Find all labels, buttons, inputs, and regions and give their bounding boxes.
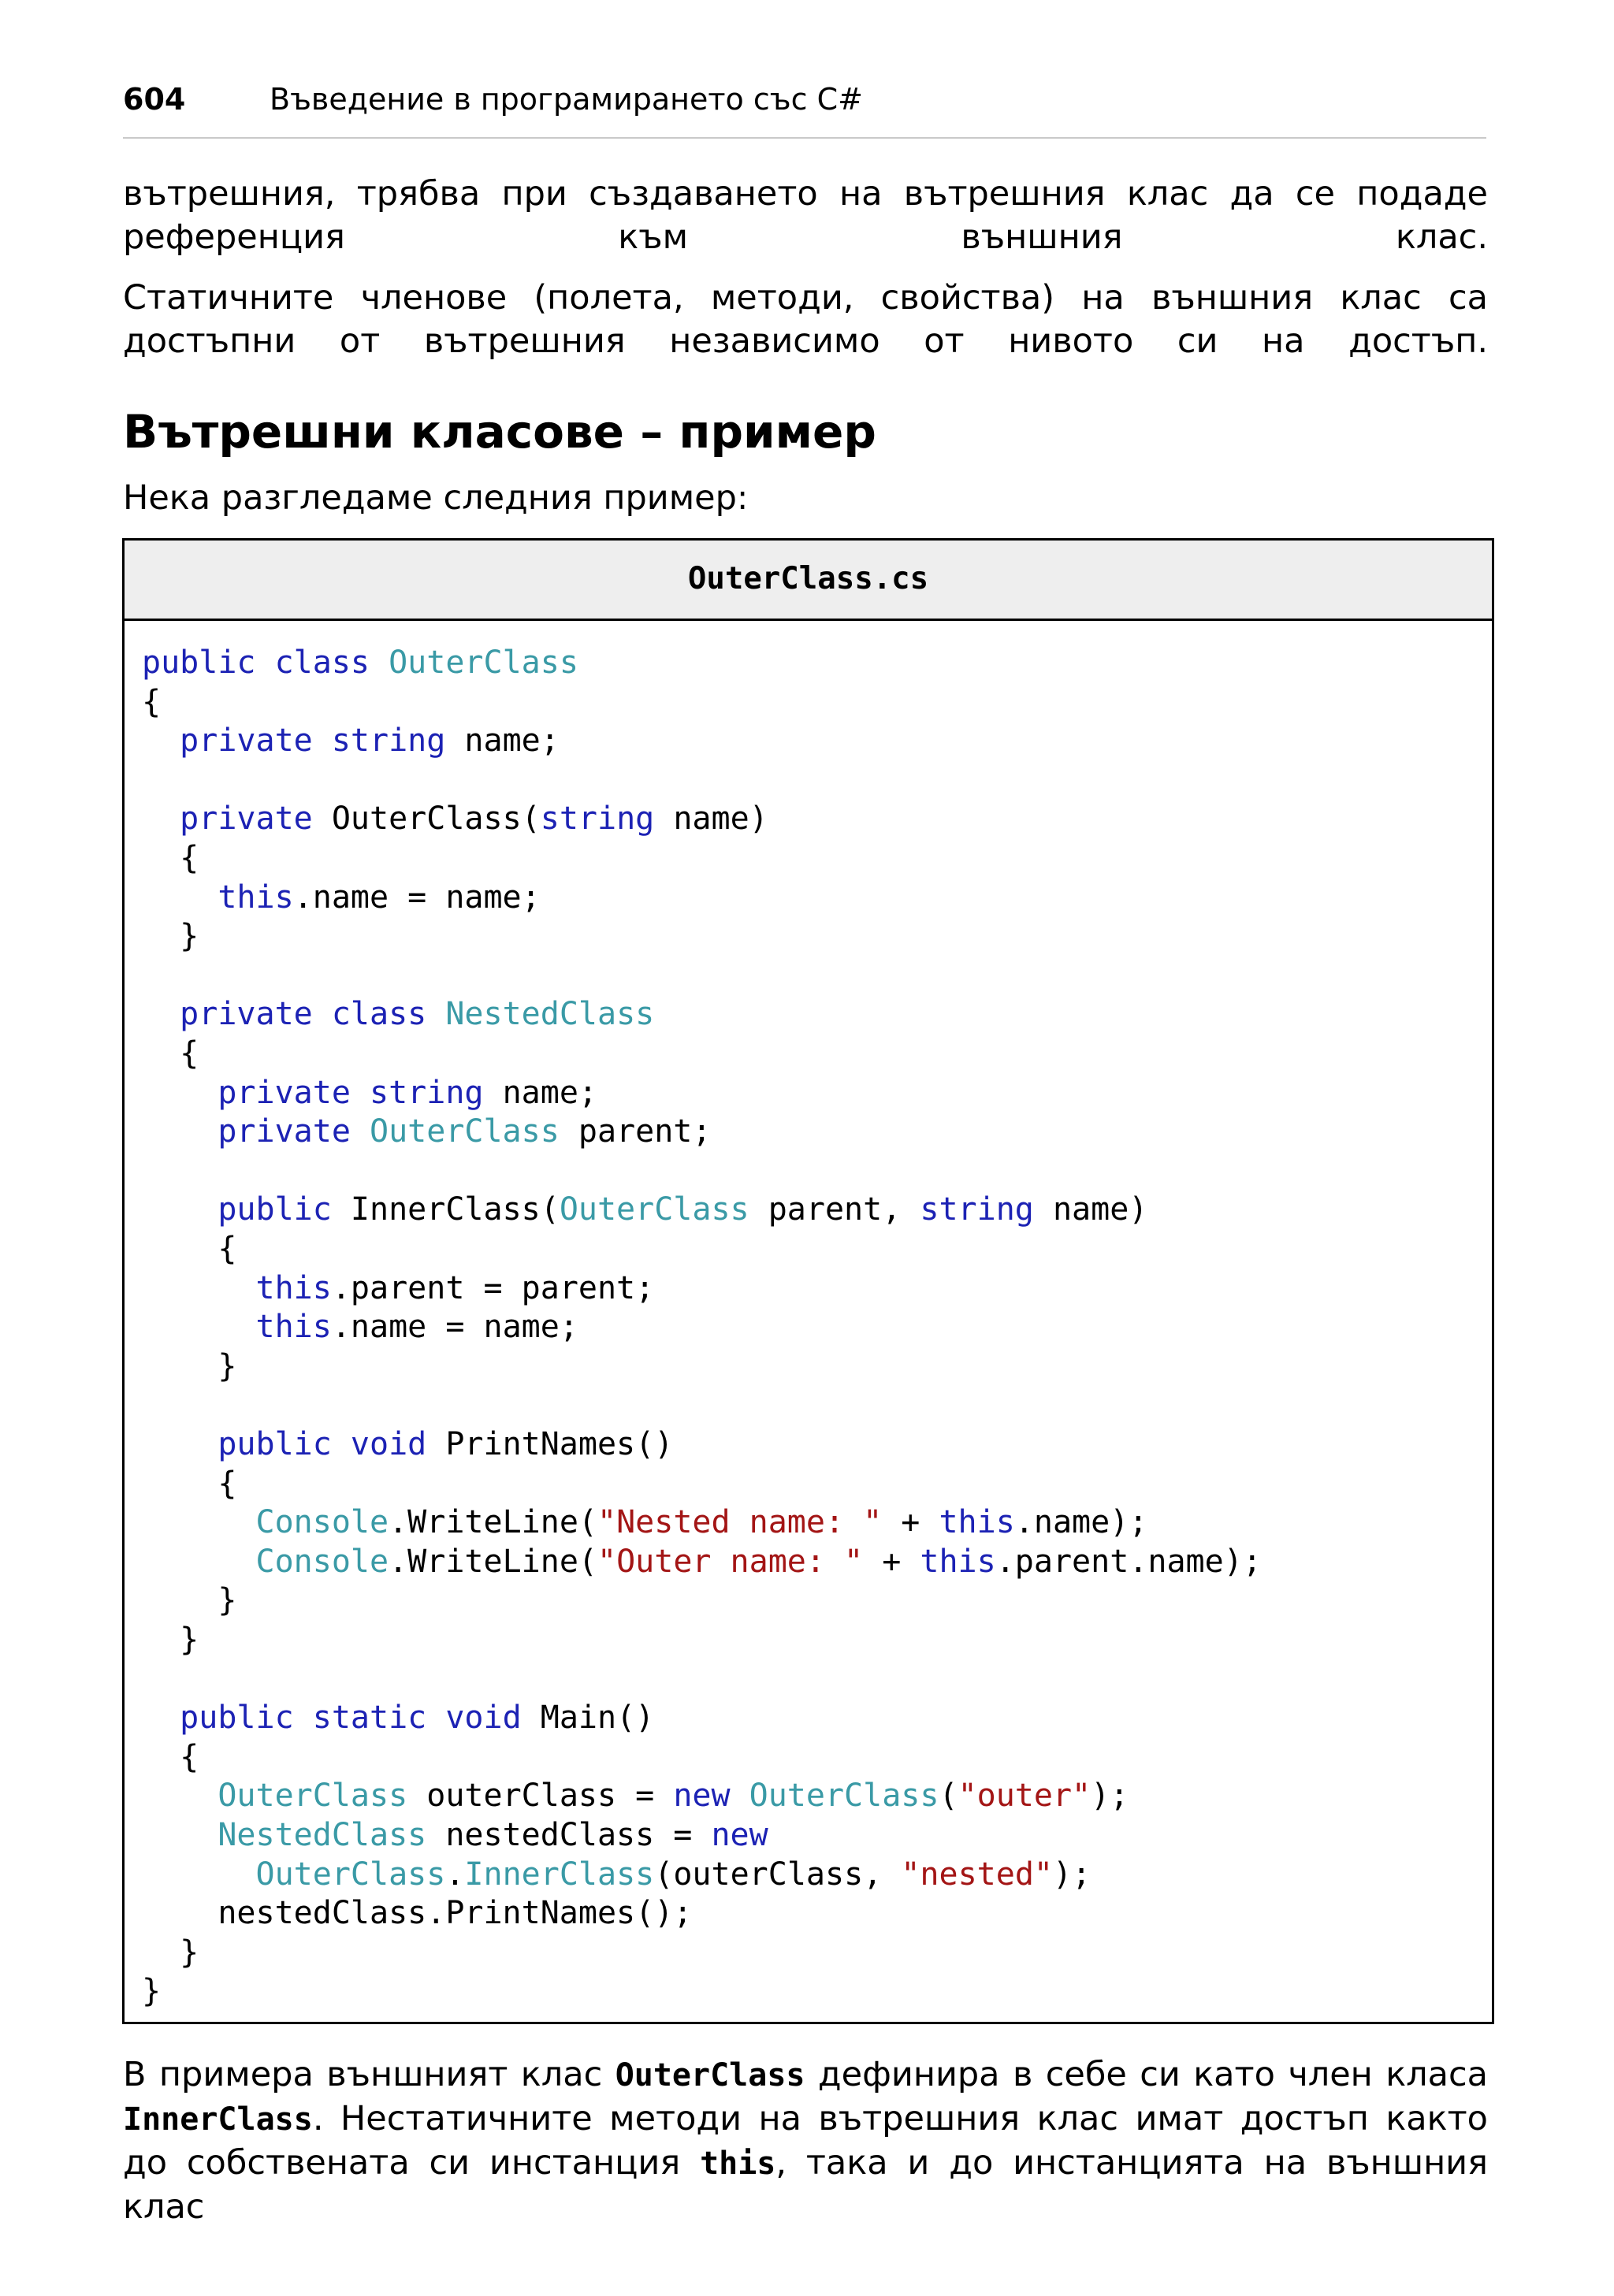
code-token: { (142, 1465, 237, 1502)
after-text-4: , така и до инстанцията на външния клас (123, 2143, 1488, 2227)
section-title: Вътрешни класове – пример (123, 405, 876, 459)
code-token: } (142, 918, 199, 955)
code-token: ); (1052, 1856, 1091, 1893)
code-token: OuterClass( (312, 801, 541, 838)
code-line (142, 838, 199, 878)
code-token: private (180, 801, 313, 838)
code-token (142, 1817, 218, 1853)
code-token: ); (1091, 1778, 1129, 1815)
code-line (142, 1542, 1262, 1581)
code-line (142, 1855, 1091, 1894)
code-line (142, 1737, 199, 1777)
code-token: this (255, 1269, 332, 1306)
code-line (142, 682, 161, 722)
code-line (142, 1347, 236, 1386)
after-text-1: В примера външният клас (123, 2055, 615, 2094)
code-token: OuterClass (749, 1778, 939, 1815)
code-token (142, 1191, 218, 1228)
code-token (142, 1856, 256, 1893)
code-line (142, 1073, 597, 1113)
code-line (142, 1425, 673, 1464)
code-line (142, 1307, 578, 1347)
code-token: private class (180, 996, 446, 1033)
example-lead: Нека разгледаме следния пример: (123, 478, 749, 518)
code-line (142, 1503, 1147, 1542)
code-listing (122, 538, 1494, 2024)
code-token: parent, (749, 1191, 920, 1228)
page-number: 604 (123, 82, 186, 117)
code-token: public (218, 1191, 332, 1228)
code-token: private string (180, 723, 446, 760)
inline-code-this: this (700, 2146, 776, 2182)
code-token: "outer" (958, 1778, 1091, 1815)
code-line (142, 1971, 161, 2011)
code-line (142, 1229, 236, 1269)
code-token: public class (142, 645, 389, 681)
code-line (142, 1034, 199, 1073)
code-token: nestedClass.PrintNames(); (142, 1895, 693, 1932)
code-token (142, 801, 180, 837)
code-token (142, 996, 180, 1032)
code-line (142, 1893, 692, 1933)
after-text-2: дефинира в себе си като член класа (805, 2055, 1488, 2094)
code-token: .parent = parent; (331, 1269, 655, 1306)
intro-paragraph-1: вътрешния, трябва при създаването на вътрешния клас да се подаде референция към външния клас. (123, 174, 1488, 257)
code-line (142, 1581, 236, 1620)
code-token: name; (483, 1074, 597, 1111)
code-token: Main() (521, 1700, 655, 1737)
code-token: } (142, 1347, 237, 1384)
code-token: parent; (559, 1113, 712, 1150)
code-token: this (939, 1504, 1015, 1541)
code-line (142, 1698, 654, 1737)
code-token: { (142, 683, 162, 720)
code-token (142, 1075, 218, 1111)
code-token: InnerClass (464, 1856, 655, 1893)
code-token: "Outer name: " (597, 1543, 864, 1580)
code-token (142, 1544, 256, 1580)
after-paragraph (123, 2053, 1488, 2229)
code-line (142, 1933, 199, 1972)
code-line (142, 1269, 654, 1308)
code-token: OuterClass (255, 1856, 446, 1893)
code-token: + (882, 1504, 939, 1541)
code-token (142, 879, 218, 916)
code-line (142, 916, 199, 956)
code-token: name) (1033, 1191, 1148, 1228)
page-header (123, 82, 1486, 139)
code-token: nestedClass = (426, 1817, 712, 1853)
code-token: private string (218, 1074, 484, 1111)
code-token: public static void (180, 1700, 522, 1737)
code-token (142, 1700, 180, 1736)
running-title: Въведение в програмирането със C# (270, 82, 863, 117)
code-token (142, 1270, 256, 1306)
code-token: + (863, 1543, 920, 1580)
code-token: .name = name; (331, 1309, 578, 1346)
code-token: InnerClass( (331, 1191, 560, 1228)
code-token: OuterClass (369, 1113, 560, 1150)
code-token: private (218, 1113, 370, 1150)
code-token: .WriteLine( (389, 1543, 597, 1580)
code-token: OuterClass (218, 1778, 408, 1815)
code-line (142, 1620, 199, 1659)
inline-code-innerclass: InnerClass (123, 2101, 313, 2138)
code-token: NestedClass (218, 1817, 427, 1853)
code-line (142, 994, 654, 1034)
code-token: "Nested name: " (597, 1504, 883, 1541)
code-token: } (142, 1582, 237, 1619)
code-token: } (142, 1622, 199, 1658)
code-token: .name = name; (293, 879, 541, 916)
code-token: outerClass = (407, 1778, 674, 1815)
code-token: name; (445, 723, 560, 760)
code-line (142, 799, 768, 838)
code-token: Console (255, 1504, 389, 1541)
code-token: .WriteLine( (389, 1504, 597, 1541)
code-token: { (142, 1231, 237, 1267)
code-token: new (673, 1778, 749, 1815)
code-line (142, 1112, 711, 1151)
code-token: .parent.name); (995, 1543, 1262, 1580)
code-token (142, 1309, 256, 1345)
code-token: OuterClass (559, 1191, 749, 1228)
code-line (142, 1815, 768, 1855)
code-line (142, 1776, 1129, 1815)
code-token: ( (939, 1778, 958, 1815)
code-token: string (920, 1191, 1034, 1228)
code-token: .name); (1014, 1504, 1148, 1541)
after-text-3: . Нестатичните методи на вътрешния клас имат достъп както до собствената си инстанция (123, 2099, 1488, 2183)
code-token: } (142, 1973, 162, 2010)
code-token: string (540, 801, 655, 838)
code-token (142, 1778, 218, 1814)
code-token: { (142, 840, 199, 876)
code-token: this (218, 879, 294, 916)
code-token: public void (218, 1426, 427, 1462)
code-token: Console (255, 1543, 389, 1580)
code-token (142, 1426, 218, 1462)
code-token (142, 1504, 256, 1540)
code-token: { (142, 1035, 199, 1072)
code-token (142, 1113, 218, 1150)
code-token: name) (654, 801, 768, 838)
code-token (142, 723, 180, 759)
code-line (142, 721, 560, 760)
code-token: PrintNames() (426, 1426, 674, 1462)
code-line (142, 1464, 236, 1503)
code-token: OuterClass (389, 645, 578, 681)
code-token: new (711, 1817, 768, 1853)
code-token: . (445, 1856, 465, 1893)
code-line (142, 878, 541, 917)
code-line (142, 1190, 1147, 1229)
code-token: NestedClass (445, 996, 655, 1033)
code-token: "nested" (901, 1856, 1053, 1893)
intro-paragraph-2: Статичните членове (полета, методи, свойства) на външния клас са достъпни от вътрешния независимо от нивото си на достъп. (123, 278, 1488, 361)
inline-code-outerclass: OuterClass (615, 2057, 805, 2094)
code-token: (outerClass, (654, 1856, 902, 1893)
code-token: } (142, 1934, 199, 1971)
code-token: this (255, 1309, 332, 1346)
code-line (142, 643, 578, 682)
code-token: this (920, 1543, 996, 1580)
code-token: { (142, 1738, 199, 1775)
code-filename: OuterClass.cs (125, 541, 1492, 621)
